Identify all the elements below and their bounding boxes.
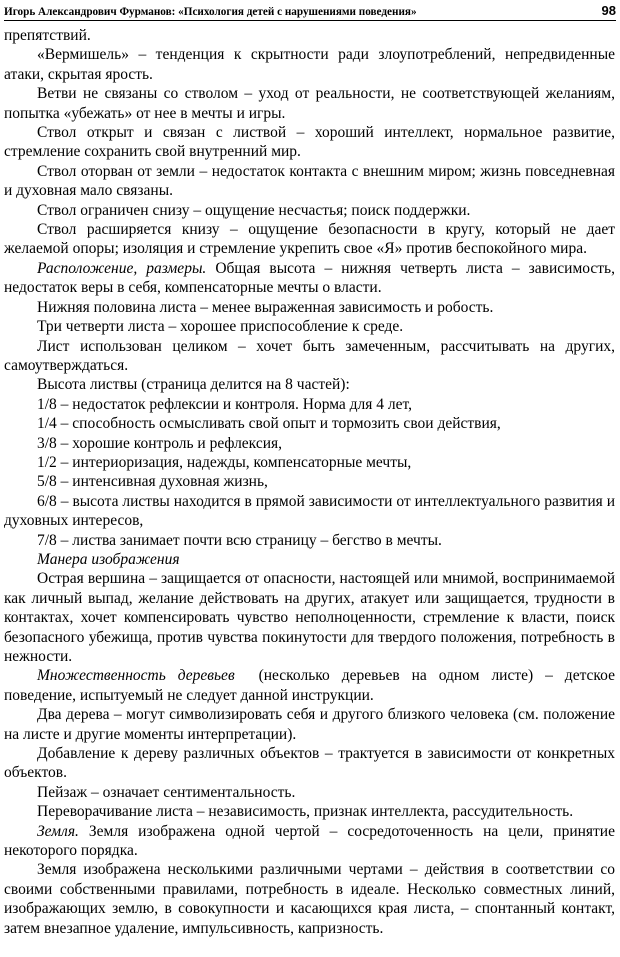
paragraph: [4, 860, 615, 938]
list-item: [4, 395, 615, 414]
paragraph-text: Земля изображена одной чертой – сосредоточенность на цели, принятие некоторого порядка.: [4, 822, 615, 860]
paragraph: [4, 375, 615, 394]
list-item: [4, 472, 615, 491]
paragraph-text: (несколько деревьев на одном листе) – детское поведение, испытуемый не следует данной инструкции.: [4, 667, 619, 704]
paragraph: [4, 317, 615, 336]
paragraph: [4, 220, 615, 259]
paragraph-text: 1/4 – способность осмысливать свой опыт и тормозить свои действия,: [37, 415, 501, 433]
paragraph-text: 1/2 – интериоризация, надежды, компенсаторные мечты,: [37, 453, 412, 471]
paragraph-text: Переворачивание листа – независимость, признак интеллекта, рассудительность.: [37, 803, 574, 821]
paragraph: [4, 26, 615, 45]
body-text: [4, 26, 619, 938]
list-item: [4, 434, 615, 453]
paragraph-text: Пейзаж – означает сентиментальность.: [37, 783, 296, 801]
paragraph: [4, 666, 619, 705]
page-number: 98: [601, 3, 616, 18]
list-item: [4, 492, 615, 531]
paragraph-text: Общая высота – нижняя четверть листа – зависимость, недостаток веры в себя, компенсаторные мечты о власти.: [4, 259, 615, 297]
paragraph-text: Добавление к дереву различных объектов – трактуется в зависимости от конкретных объектов.: [4, 745, 615, 782]
paragraph: [4, 162, 615, 201]
paragraph-text: 6/8 – высота листвы находится в прямой зависимости от интеллектуального развития и духовных интересов,: [4, 492, 615, 530]
paragraph-text: Ствол открыт и связан с листвой – хороший интеллект, нормальное развитие, стремление сохранить свой внутренний мир.: [4, 124, 615, 161]
italic-lead: Расположение, размеры.: [37, 259, 207, 277]
paragraph-text: 5/8 – интенсивная духовная жизнь,: [37, 473, 268, 491]
paragraph: [4, 45, 615, 84]
paragraph-text: Ствол расширяется книзу – ощущение безопасности в кругу, который не дает желаемой опоры; изоляция и стремление укрепить свое «Я» против беспокойного мира.: [4, 221, 615, 258]
paragraph: [4, 298, 615, 317]
paragraph-text: Ветви не связаны со стволом – уход от реальности, не соответствующей желаниям, попытка «убежать» от нее в мечты и игры.: [4, 85, 615, 122]
paragraph: [4, 123, 615, 162]
paragraph-text: Ствол оторван от земли – недостаток контакта с внешним миром; жизнь повседневная и духовная мало связаны.: [4, 162, 615, 200]
italic-lead: Земля.: [37, 822, 79, 840]
paragraph-text: «Вермишель» – тенденция к скрытности ради злоупотреблений, непредвиденные атаки, скрытая ярость.: [4, 46, 615, 83]
paragraph: [4, 337, 615, 376]
paragraph: [4, 259, 615, 298]
paragraph-text: Земля изображена несколькими различными чертами – действия в соответствии со своими собственными правилами, потребность в идеале. Несколько совместных линий, изображающих землю, в совокупности и касающихся края листа, – спонтанный контакт, затем внезапное удаление, импульсивность, капризность.: [4, 861, 615, 937]
list-item: [4, 453, 615, 472]
paragraph-text: Острая вершина – защищается от опасности, настоящей или мнимой, воспринимаемой как личный выпад, желание действовать на других, атакует или защищается, трудности в контактах, хочет компенсировать чувство неполноценности, стремление к власти, поиск безопасного убежища, против чувства покинутости для твердого положения, потребность в нежности.: [4, 570, 615, 665]
section-heading: [4, 550, 615, 569]
paragraph: [4, 569, 615, 666]
paragraph-text: Ствол ограничен снизу – ощущение несчастья; поиск поддержки.: [37, 201, 471, 219]
paragraph: [4, 744, 615, 783]
paragraph-text: 7/8 – листва занимает почти всю страницу – бегство в мечты.: [37, 531, 442, 549]
list-item: [4, 414, 615, 433]
paragraph-text: Два дерева – могут символизировать себя и другого близкого человека (см. положение на листе и другие моменты интерпретации).: [4, 706, 615, 743]
paragraph-text: 3/8 – хорошие контроль и рефлексия,: [37, 434, 283, 452]
paragraph: [4, 705, 615, 744]
running-header: [4, 4, 616, 21]
italic-lead: Манера изображения: [37, 550, 180, 568]
list-item: [4, 531, 615, 550]
paragraph-text: Лист использован целиком – хочет быть замеченным, рассчитывать на других, самоутверждаться.: [4, 337, 615, 374]
paragraph-text: Нижняя половина листа – менее выраженная зависимость и робость.: [37, 298, 494, 316]
header-title: Игорь Александрович Фурманов: «Психология детей с нарушениями поведения»: [4, 6, 417, 18]
paragraph-text: Три четверти листа – хорошее приспособление к среде.: [37, 318, 404, 336]
paragraph-text: 1/8 – недостаток рефлексии и контроля. Норма для 4 лет,: [37, 395, 413, 413]
paragraph: [4, 783, 615, 802]
paragraph-text: препятствий.: [4, 27, 91, 44]
paragraph: [4, 201, 615, 220]
paragraph: [4, 802, 615, 821]
italic-lead: Множественность деревьев: [37, 667, 235, 685]
paragraph: [4, 84, 615, 123]
paragraph: [4, 822, 615, 861]
paragraph-text: Высота листвы (страница делится на 8 частей):: [37, 376, 350, 394]
